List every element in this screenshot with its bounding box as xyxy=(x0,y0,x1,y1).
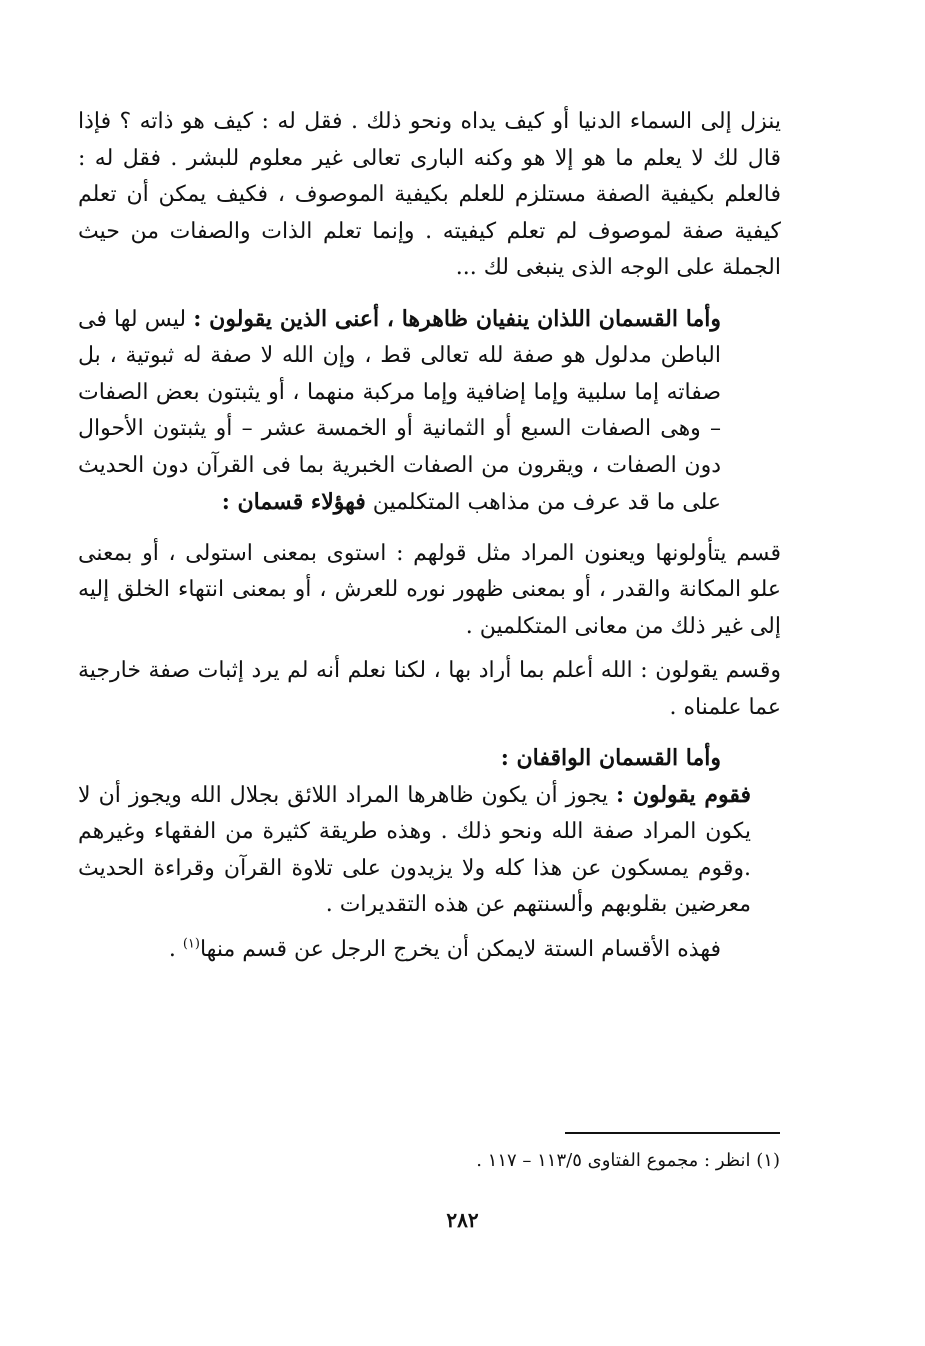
paragraph-4 xyxy=(78,653,781,726)
paragraph-2-lead: وأما القسمان اللذان ينفيان ظاهرها ، أعنى الذين يقولون : xyxy=(193,305,721,332)
paragraph-6-text: فهذه الأقسام الستة لايمكن أن يخرج الرجل عن قسم منها xyxy=(199,936,721,962)
paragraph-5-lead: فقوم يقولون : xyxy=(616,781,751,808)
paragraph-1 xyxy=(78,104,781,287)
footnote-marker: (١) xyxy=(182,936,200,952)
paragraph-2-text: ليس لها فى الباطن مدلول هو صفة لله تعالى قط ، وإن الله لا صفة له ثبوتية ، بل صفاته إما سلبية وإما إضافية وإما مركبة منهما ، أو يثبتون بعض الصفات – وهى الصفات السبع أو الثمانية أو الخمسة عشر – أو يثبتون الأحوال دون الصفات ، ويقرون من الصفات الخبرية بما فى القرآن دون الحديث على ما قد عرف من مذاهب المتكلمين xyxy=(78,306,721,515)
paragraph-1-text: ينزل إلى السماء الدنيا أو كيف يداه ونحو ذلك . فقل له : كيف هو ذاته ؟ فإذا قال لك لا يعلم ما هو إلا هو وكنه البارى تعالى غير معلوم للبشر . فقل له : فالعلم بكيفية الصفة مستلزم للعلم بكيفية الموصوف ، فكيف يمكن أن تعلم كيفية صفة لموصوف لم تعلم كيفيته . وإنما تعلم الذات والصفات من حيث الجملة على الوجه الذى ينبغى لك ... xyxy=(78,109,781,280)
paragraph-5 xyxy=(78,777,781,924)
paragraph-5-text: يجوز أن يكون ظاهرها المراد اللائق بجلال الله ويجوز أن لا يكون المراد صفة الله ونحو ذلك . وهذه طريقة كثيرة من الفقهاء وغيرهم .وقوم يمسكون عن هذا كله ولا يزيدون على تلاوة القرآن وقراءة الحديث معرضين بقلوبهم وألسنتهم عن هذه التقديرات . xyxy=(78,782,751,917)
paragraph-2 xyxy=(78,301,781,522)
section-heading xyxy=(78,740,781,777)
main-text xyxy=(78,104,781,968)
paragraph-4-text: وقسم يقولون : الله أعلم بما أراد بها ، لكنا نعلم أنه لم يرد إثبات صفة خارجية عما علمناه . xyxy=(78,658,781,720)
page-number: ٢٨٢ xyxy=(446,1208,479,1232)
paragraph-6-end: . xyxy=(168,936,183,962)
footnote: (١) انظر : مجموع الفتاوى ١١٣/٥ – ١١٧ . xyxy=(476,1150,780,1171)
paragraph-6 xyxy=(78,932,781,969)
footnote-separator xyxy=(565,1132,780,1134)
paragraph-3-text: قسم يتأولونها ويعنون المراد مثل قولهم : استوى بمعنى استولى ، أو بمعنى علو المكانة والقدر ، أو بمعنى ظهور نوره للعرش ، أو بمعنى انتهاء الخلق إليه إلى غير ذلك من معانى المتكلمين . xyxy=(78,540,781,639)
paragraph-2-tail: فهؤلاء قسمان : xyxy=(221,489,366,515)
paragraph-3 xyxy=(78,536,781,646)
section-heading-text: وأما القسمان الواقفان : xyxy=(500,745,721,771)
